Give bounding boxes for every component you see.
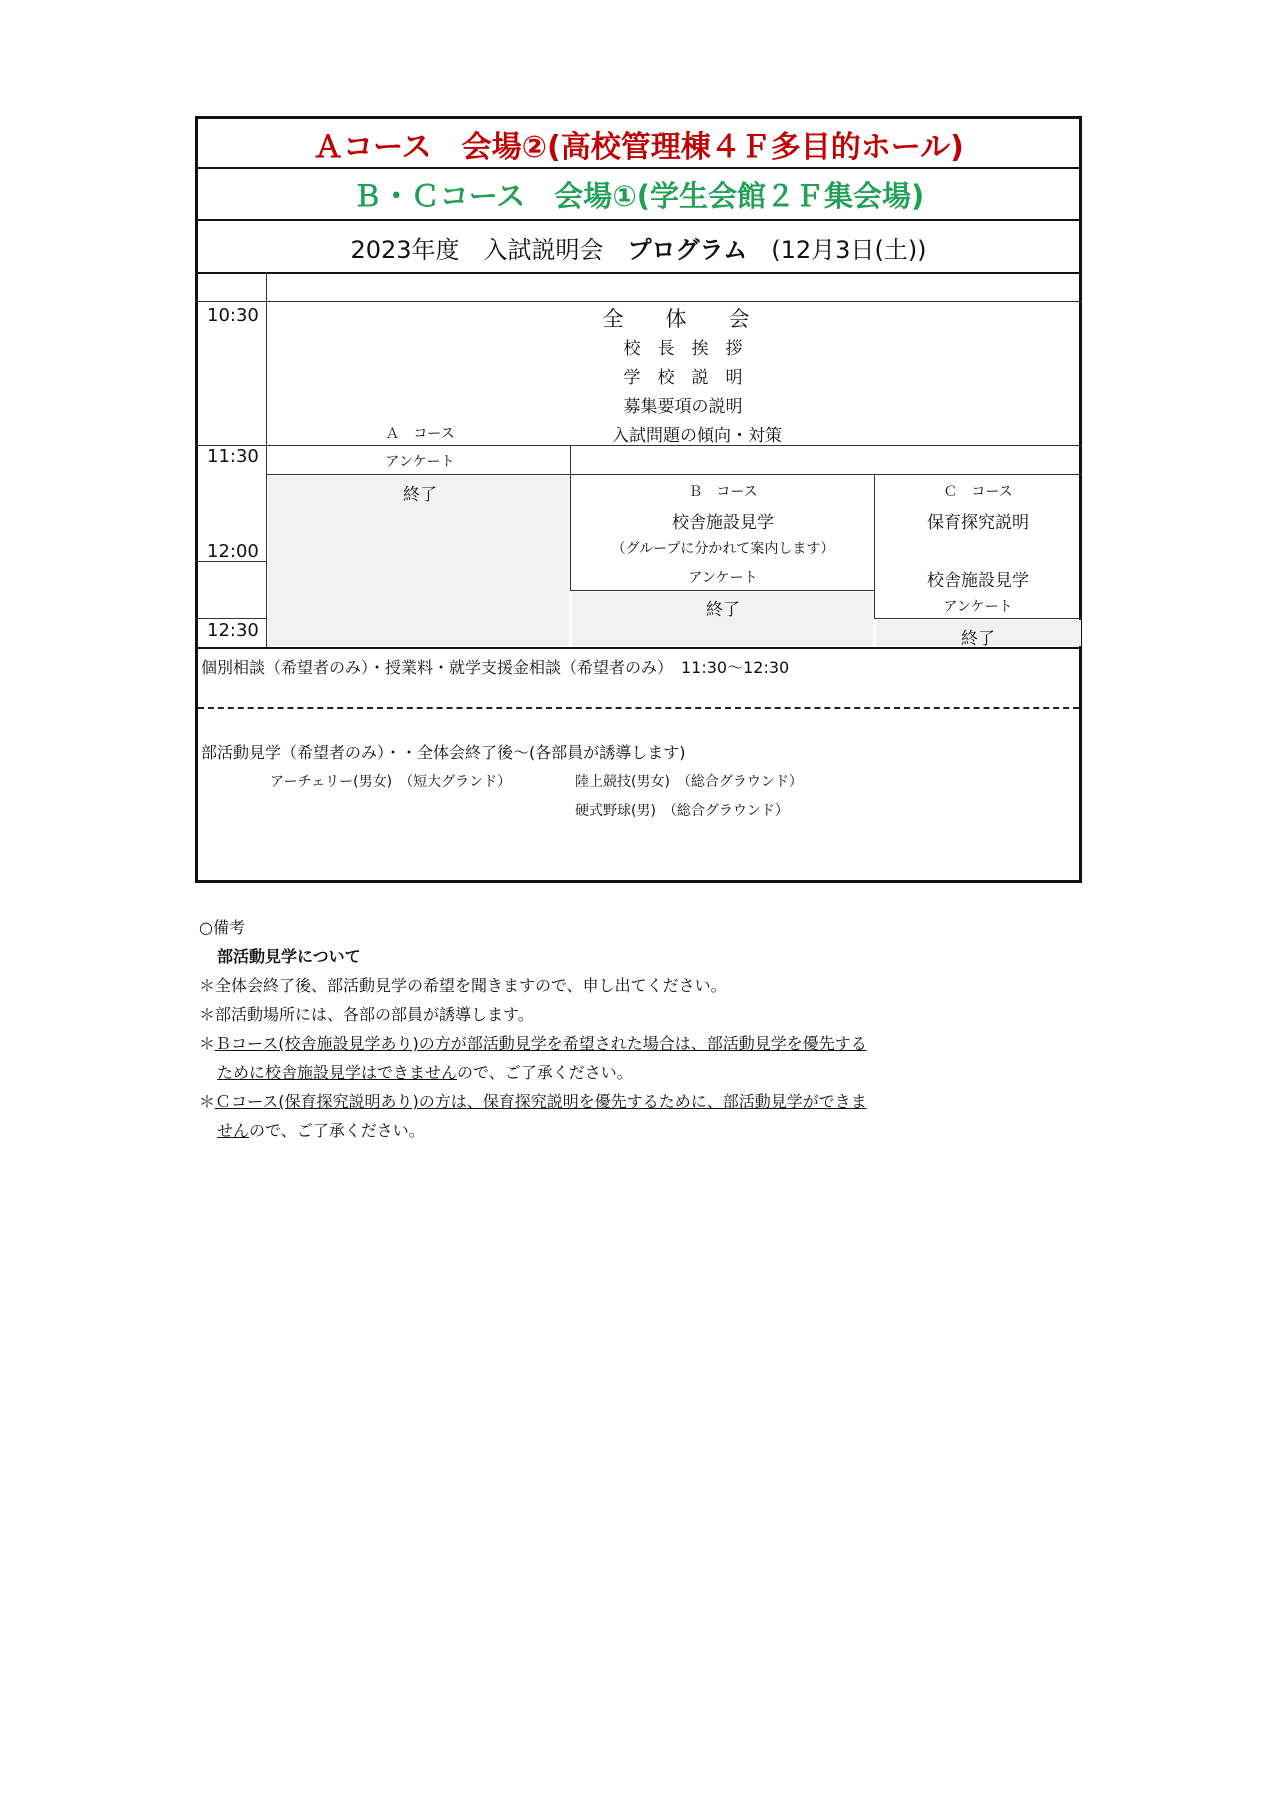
divider bbox=[195, 219, 1082, 221]
note-text: ので、ご了承ください。 bbox=[457, 1063, 633, 1082]
note-item: ＊全体会終了後、部活動見学の希望を聞きますので、申し出てください。 bbox=[199, 976, 727, 995]
general-item: 学 校 説 明 bbox=[623, 368, 743, 388]
divider bbox=[195, 167, 1082, 169]
club-track: 陸上競技(男女) （総合グラウンド） bbox=[575, 774, 803, 790]
time-label: 12:00 bbox=[207, 541, 259, 562]
note-item-continued bbox=[217, 1118, 425, 1141]
consultation-text: 個別相談（希望者のみ）・授業料・就学支援金相談（希望者のみ） 11:30～12:30 bbox=[201, 658, 790, 677]
note-item: ＊部活動場所には、各部の部員が誘導します。 bbox=[199, 1005, 534, 1024]
b-course-tour-note: （グループに分かれて案内します） bbox=[611, 541, 835, 557]
time-column-divider bbox=[266, 272, 267, 648]
general-item: 入試問題の傾向・対策 bbox=[612, 426, 782, 446]
club-baseball: 硬式野球(男) （総合グラウンド） bbox=[575, 803, 789, 819]
time-label: 10:30 bbox=[207, 305, 259, 326]
grid-line bbox=[266, 474, 1082, 475]
club-tour-title: 部活動見学（希望者のみ）・・全体会終了後～(各部員が誘導します) bbox=[201, 743, 686, 762]
grid-line bbox=[195, 647, 1082, 649]
note-bullet: ＊ bbox=[199, 1034, 216, 1053]
c-course-end: 終了 bbox=[961, 629, 995, 649]
note-underlined: せん bbox=[217, 1121, 250, 1140]
note-underlined: Ｂコース(校舎施設見学あり)の方が部活動見学を希望された場合は、部活動見学を優先する bbox=[215, 1034, 867, 1053]
a-course-survey: アンケート bbox=[385, 454, 455, 470]
notes-subtitle: 部活動見学について bbox=[217, 947, 361, 966]
a-course-banner: Ａコース 会場②(高校管理棟４Ｆ多目的ホール) bbox=[313, 130, 964, 165]
a-course-end: 終了 bbox=[403, 485, 437, 505]
notes-header: ○備考 bbox=[199, 918, 245, 937]
dashed-divider bbox=[198, 707, 1079, 709]
program-title-text: 2023年度 入試説明会 bbox=[350, 236, 628, 264]
note-bullet: ＊ bbox=[199, 1092, 216, 1111]
note-item-continued bbox=[217, 1060, 633, 1083]
a-course-label: Ａ コース bbox=[385, 426, 455, 442]
general-item: 校 長 挨 拶 bbox=[623, 339, 743, 359]
program-title bbox=[198, 230, 1079, 265]
note-item bbox=[199, 1031, 867, 1054]
bc-course-banner: Ｂ・Ｃコース 会場①(学生会館２Ｆ集会場) bbox=[352, 179, 925, 213]
note-underlined: Ｃコース(保育探究説明あり)の方は、保育探究説明を優先するために、部活動見学ができま bbox=[215, 1092, 867, 1111]
b-course-label: Ｂ コース bbox=[688, 484, 758, 500]
divider bbox=[195, 272, 1082, 274]
c-course-bottom bbox=[874, 618, 1082, 619]
b-course-survey: アンケート bbox=[688, 570, 758, 586]
b-course-bottom bbox=[570, 590, 875, 591]
general-item: 募集要項の説明 bbox=[623, 397, 743, 417]
note-item bbox=[199, 1089, 867, 1112]
c-course-divider bbox=[874, 474, 875, 618]
b-course-tour: 校舎施設見学 bbox=[672, 513, 774, 533]
program-date: (12月3日(土)) bbox=[747, 236, 927, 264]
c-course-tour: 校舎施設見学 bbox=[927, 571, 1029, 591]
c-course-label: Ｃ コース bbox=[943, 484, 1013, 500]
time-label: 12:30 bbox=[207, 620, 259, 641]
b-course-end: 終了 bbox=[706, 600, 740, 620]
c-course-childcare: 保育探究説明 bbox=[927, 513, 1029, 533]
grid-line bbox=[195, 301, 1082, 302]
grid-line bbox=[195, 618, 267, 619]
club-archery: アーチェリー(男女) （短大グランド） bbox=[270, 774, 512, 790]
general-session-title: 全 体 会 bbox=[602, 307, 750, 331]
time-label: 11:30 bbox=[207, 446, 259, 467]
note-text: ので、ご了承ください。 bbox=[249, 1121, 425, 1140]
c-course-survey: アンケート bbox=[943, 599, 1013, 615]
program-title-bold: プログラム bbox=[627, 236, 748, 264]
note-underlined: ために校舎施設見学はできません bbox=[217, 1063, 458, 1082]
a-course-divider bbox=[570, 445, 571, 590]
